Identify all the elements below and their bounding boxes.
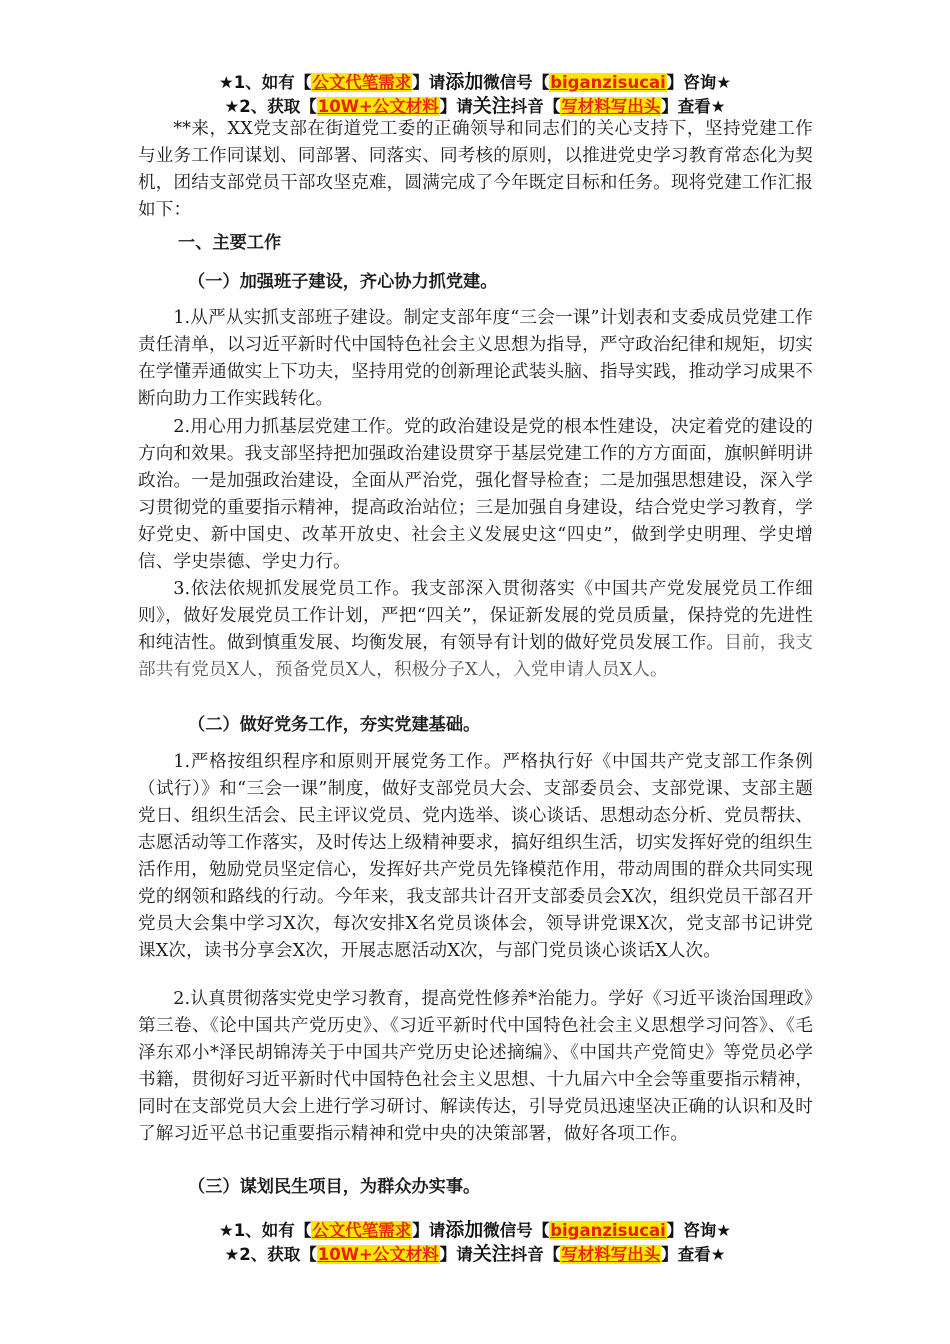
banner-text: ★2、获取【 bbox=[224, 97, 317, 116]
banner-text: ★1、如有【 bbox=[218, 1221, 312, 1240]
wechat-id-highlight: biganzisucai bbox=[550, 73, 666, 92]
paragraph bbox=[138, 576, 813, 684]
subsection-title: （二）做好党务工作，夯实党建基础。 bbox=[188, 715, 481, 735]
intro-paragraph: **来，XX党支部在街道党工委的正确领导和同志们的关心支持下，坚持党建工作与业务工作同谋划、同部署、同落实、同考核的原则，以推进党史学习教育常态化为契机，团结支部党员干部攻坚克难，圆满完成了今年既定目标和任务。现将党建工作汇报如下： bbox=[138, 119, 813, 220]
promo-banner-line2-bottom bbox=[0, 1242, 950, 1267]
banner-highlight: 公文代笔需求 bbox=[312, 1221, 412, 1240]
banner-text: ★1、如有【 bbox=[218, 73, 312, 92]
banner-text: ★2、获取【 bbox=[224, 1245, 317, 1264]
promo-banner-line1-bottom bbox=[0, 1218, 950, 1243]
douyin-id-highlight: 写材料写出头 bbox=[561, 97, 661, 116]
paragraph: 1.严格按组织程序和原则开展党务工作。严格执行好《中国共产党支部工作条例（试行）》和“三会一课”制度，做好支部党员大会、支部委员会、支部党课、支部主题党日、组织生活会、民主评议党员、党内选举、谈心谈话、思想动态分析、党员帮扶、志愿活动等工作落实，及时传达上级精神要求，搞好组织生活，切实发挥好党的组织生活作用，勉励党员坚定信心，发挥好共产党员先锋模范作用，带动周围的群众共同实现党的纲领和路线的行动。今年来，我支部共计召开支部委员会X次，组织党员干部召开党员大会集中学习X次，每次安排X名党员谈体会，领导讲党课X次，党支部书记讲党课X次，读书分享会X次，开展志愿活动X次，与部门党员谈心谈话X人次。 bbox=[138, 752, 813, 961]
section-title: 一、主要工作 bbox=[178, 233, 282, 253]
banner-text: 】请 bbox=[439, 1245, 473, 1264]
banner-text: 】请 bbox=[439, 97, 473, 116]
banner-emphasis: 关注 bbox=[472, 1243, 511, 1265]
banner-text: 微信号【 bbox=[483, 1221, 550, 1240]
banner-emphasis: 添加 bbox=[445, 1219, 484, 1241]
subsection-title: （一）加强班子建设，齐心协力抓党建。 bbox=[188, 272, 498, 292]
banner-highlight: 公文代笔需求 bbox=[312, 73, 412, 92]
promo-banner-line1 bbox=[0, 70, 950, 95]
banner-text: 】请 bbox=[412, 73, 446, 92]
banner-text: 】咨询★ bbox=[666, 73, 732, 92]
banner-text: 】查看★ bbox=[661, 1245, 726, 1264]
banner-highlight: 10W+公文材料 bbox=[317, 97, 439, 116]
banner-text: 微信号【 bbox=[483, 73, 550, 92]
paragraph: 2.认真贯彻落实党史学习教育，提高党性修养*治能力。学好《习近平谈治国理政》第三卷、《论中国共产党历史》、《习近平新时代中国特色社会主义思想学习问答》、《毛泽东邓小*泽民胡锦涛关于中国共产党历史论述摘编》、《中国共产党简史》等党员必学书籍，贯彻好习近平新时代中国特色社会主义思想、十九届六中全会等重要指示精神，同时在支部党员大会上进行学习研讨、解读传达，引导党员迅速坚决正确的认识和及时了解习近平总书记重要指示精神和党中央的决策部署，做好各项工作。 bbox=[138, 989, 813, 1144]
banner-emphasis: 添加 bbox=[445, 71, 484, 93]
wechat-id-highlight: biganzisucai bbox=[550, 1221, 666, 1240]
banner-text: 抖音【 bbox=[510, 1245, 561, 1264]
banner-text: 】请 bbox=[412, 1221, 446, 1240]
banner-text: 】查看★ bbox=[661, 97, 726, 116]
paragraph-text: 3.依法依规抓发展党员工作。我支部深入贯彻落实《中国共产党发展党员工作细则》，做好发展党员工作计划，严把“四关”，保证新发展的党员质量，保持党的先进性和纯洁性。做到慎重发展、均衡发展，有领导有计划的做好党员发展工作。 bbox=[138, 579, 813, 653]
paragraph: 2.用心用力抓基层党建工作。党的政治建设是党的根本性建设，决定着党的建设的方向和效果。我支部坚持把加强政治建设贯穿于基层党建工作的方方面面，旗帜鲜明讲政治。一是加强政治建设，全面从严治党，强化督导检查；二是加强思想建设，深入学习贯彻党的重要指示精神，提高政治站位；三是加强自身建设，结合党史学习教育，学好党史、新中国史、改革开放史、社会主义发展史这“四史”，做到学史明理、学史增信、学史崇德、学史力行。 bbox=[138, 417, 813, 572]
subsection-title: （三）谋划民生项目，为群众办实事。 bbox=[188, 1177, 481, 1197]
member-count-text: 目前，我支部共有党员X人，预备党员X人，积极分子X人，入党申请人员X人。 bbox=[138, 633, 813, 680]
banner-text: 抖音【 bbox=[510, 97, 561, 116]
paragraph: 1.从严从实抓支部班子建设。制定支部年度“三会一课”计划表和支委成员党建工作责任清单，以习近平新时代中国特色社会主义思想为指导，严守政治纪律和规矩，切实在学懂弄通做实上下功夫，坚持用党的创新理论武装头脑、指导实践，推动学习成果不断向助力工作实践转化。 bbox=[138, 308, 813, 409]
banner-text: 】咨询★ bbox=[666, 1221, 732, 1240]
banner-highlight: 10W+公文材料 bbox=[317, 1245, 439, 1264]
banner-emphasis: 关注 bbox=[472, 95, 511, 117]
douyin-id-highlight: 写材料写出头 bbox=[561, 1245, 661, 1264]
